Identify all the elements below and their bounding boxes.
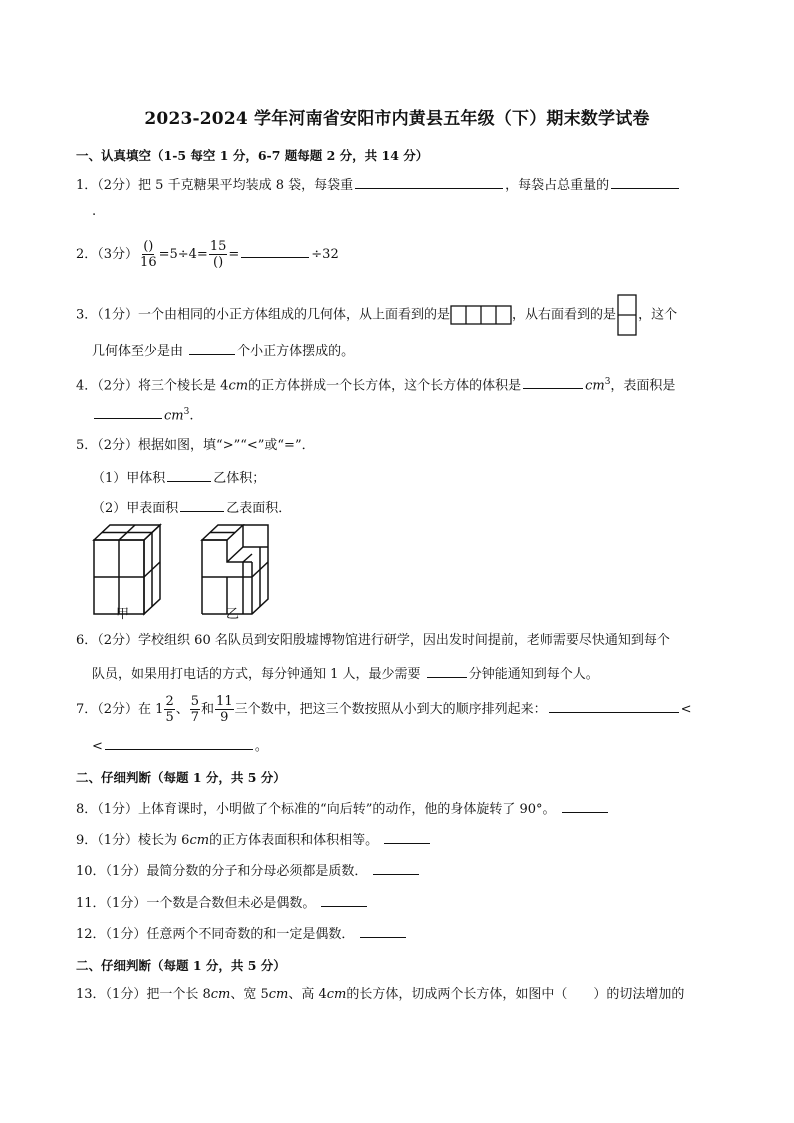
q2-text-mid: =5÷4=: [158, 247, 208, 262]
question-1: [76, 174, 681, 196]
question-2: [76, 238, 339, 272]
q7-text-mid: 三个数中，把这三个数按照从小到大的顺序排列起来：: [234, 702, 547, 717]
q6-text: 队员，如果用打电话的方式，每分钟通知 1 人，最少需要: [92, 667, 421, 682]
q3-text-mid: ，从右面看到的是: [512, 307, 617, 323]
cube-yi: [202, 525, 268, 614]
less-than: <: [680, 702, 692, 717]
answer-blank[interactable]: [384, 829, 430, 844]
unit-cm: cm: [585, 378, 605, 394]
answer-blank[interactable]: [180, 497, 224, 512]
question-12: [76, 923, 408, 945]
question-4: [76, 372, 675, 396]
q13-text: 、宽 5: [230, 987, 269, 1002]
answer-blank[interactable]: [562, 798, 608, 813]
q3-text-end: ，这个: [638, 307, 678, 323]
q5-sub1-end: 乙体积；: [213, 471, 266, 486]
question-13: [76, 985, 684, 1005]
q7-text: 7．（2分）在 1: [76, 702, 164, 717]
q6-text-end: 分钟能通知到每个人。: [468, 667, 599, 682]
answer-blank[interactable]: [549, 698, 679, 713]
q7-end: 。: [254, 739, 268, 754]
q2-text-eq: =: [228, 247, 240, 262]
answer-blank[interactable]: [167, 467, 211, 482]
answer-blank[interactable]: [105, 735, 253, 750]
question-7-line2: [92, 735, 268, 757]
numerator: (): [143, 239, 154, 254]
answer-blank[interactable]: [321, 892, 367, 907]
q4-text: 4．（2分）将三个棱长是 4: [76, 378, 229, 394]
numerator: 11: [216, 694, 233, 709]
top-view-figure: [450, 304, 512, 326]
denominator: 16: [140, 255, 157, 270]
label-jia: 甲: [116, 607, 130, 622]
unit-cm: cm: [164, 408, 184, 424]
q2-tail: ÷32: [311, 247, 339, 262]
exponent: 3: [604, 377, 611, 387]
denominator: 7: [190, 710, 200, 725]
fraction: [215, 694, 234, 725]
q5-sub1-text: （1）甲体积: [92, 471, 166, 486]
answer-blank[interactable]: [611, 174, 679, 189]
unit-cm: cm: [210, 987, 231, 1002]
q13-text: 、高 4: [288, 987, 327, 1002]
denominator: 5: [165, 710, 174, 725]
unit-cm: cm: [189, 833, 210, 848]
answer-blank[interactable]: [360, 923, 406, 938]
numerator: 2: [165, 694, 174, 709]
exponent: 3: [183, 407, 190, 417]
section-heading-judge: 二、仔细判断（每题 1 分，共 5 分）: [76, 770, 286, 785]
q4-text-end: ，表面积是: [610, 378, 676, 394]
question-5-sub1: [92, 467, 265, 489]
q12-text: 12．（1分）任意两个不同奇数的和一定是偶数．: [76, 927, 355, 942]
question-6-line2: [92, 663, 599, 685]
question-3: [76, 293, 677, 337]
q3-text: 3．（1分）一个由相同的小正方体组成的几何体，从上面看到的是: [76, 307, 451, 323]
question-4-line2: [92, 402, 193, 426]
unit-cm: cm: [268, 987, 289, 1002]
fraction: [190, 694, 200, 725]
answer-blank[interactable]: [523, 374, 583, 389]
q9-text-end: 的正方体表面积和体积相等。: [209, 833, 379, 848]
q9-text: 9．（1分）棱长为 6: [76, 833, 190, 848]
q5-sub2-end: 乙表面积．: [226, 501, 292, 516]
q4-text-mid: 的正方体拼成一个长方体，这个长方体的体积是: [248, 378, 522, 394]
answer-blank[interactable]: [427, 663, 467, 678]
answer-blank[interactable]: [373, 860, 419, 875]
q10-text: 10．（1分）最简分数的分子和分母必须都是质数．: [76, 864, 368, 879]
q2-text: 2．（3分）: [76, 247, 139, 262]
question-5: 5．（2分）根据如图，填“>”“<”或“=”．: [76, 438, 315, 453]
q11-text: 11．（1分）一个数是合数但未必是偶数。: [76, 896, 316, 911]
section-heading-choice: 二、仔细判断（每题 1 分，共 5 分）: [76, 958, 286, 973]
fraction: [209, 239, 228, 270]
right-view-figure: [616, 293, 638, 337]
question-7: [76, 693, 692, 727]
unit-cm: cm: [326, 987, 347, 1002]
question-9: [76, 829, 432, 851]
question-8: [76, 798, 610, 820]
cube-jia: [94, 525, 160, 614]
section-heading-fill: 一、认真填空（1-5 每空 1 分，6-7 题每题 2 分，共 14 分）: [76, 148, 429, 163]
answer-blank[interactable]: [189, 340, 235, 355]
answer-blank[interactable]: [241, 243, 309, 258]
page-title: 2023-2024 学年河南省安阳市内黄县五年级（下）期末数学试卷: [144, 109, 650, 129]
q1-end: .: [92, 204, 97, 219]
q8-text: 8．（1分）上体育课时，小明做了个标准的“向后转”的动作，他的身体旋转了 90°。: [76, 802, 556, 817]
question-10: [76, 860, 421, 882]
separator: 和: [201, 702, 215, 717]
answer-blank[interactable]: [355, 174, 503, 189]
fraction: [164, 694, 174, 725]
label-yi: 乙: [226, 607, 240, 622]
q1-text: 1．（2分）把 5 千克糖果平均装成 8 袋，每袋重: [76, 178, 354, 193]
q13-text: 13．（1分）把一个长 8: [76, 987, 211, 1002]
q13-text: 的长方体，切成两个长方体，如图中（ ）的切法增加的: [346, 987, 685, 1002]
question-11: [76, 892, 369, 914]
numerator: 15: [209, 239, 227, 254]
q1-text-mid: ，每袋占总重量的: [505, 178, 610, 193]
q5-sub2-text: （2）甲表面积: [92, 501, 179, 516]
unit-cm: cm: [228, 378, 249, 394]
answer-blank[interactable]: [94, 404, 162, 419]
numerator: 5: [190, 694, 200, 709]
separator: 、: [175, 702, 189, 717]
denominator: 9: [220, 710, 229, 725]
q3-text-2: 几何体至少是由: [92, 344, 184, 359]
less-than: <: [92, 739, 103, 754]
q3-text-3: 个小正方体摆成的。: [237, 344, 355, 359]
question-3-line2: [92, 340, 354, 362]
q4-end: .: [189, 408, 194, 424]
question-6: 6．（2分）学校组织 60 名队员到安阳殷墟博物馆进行研学，因出发时间提前，老师需要尽快通知到每个: [76, 633, 670, 648]
denominator: (): [213, 255, 224, 270]
question-5-sub2: [92, 497, 291, 519]
fraction: [139, 239, 158, 270]
